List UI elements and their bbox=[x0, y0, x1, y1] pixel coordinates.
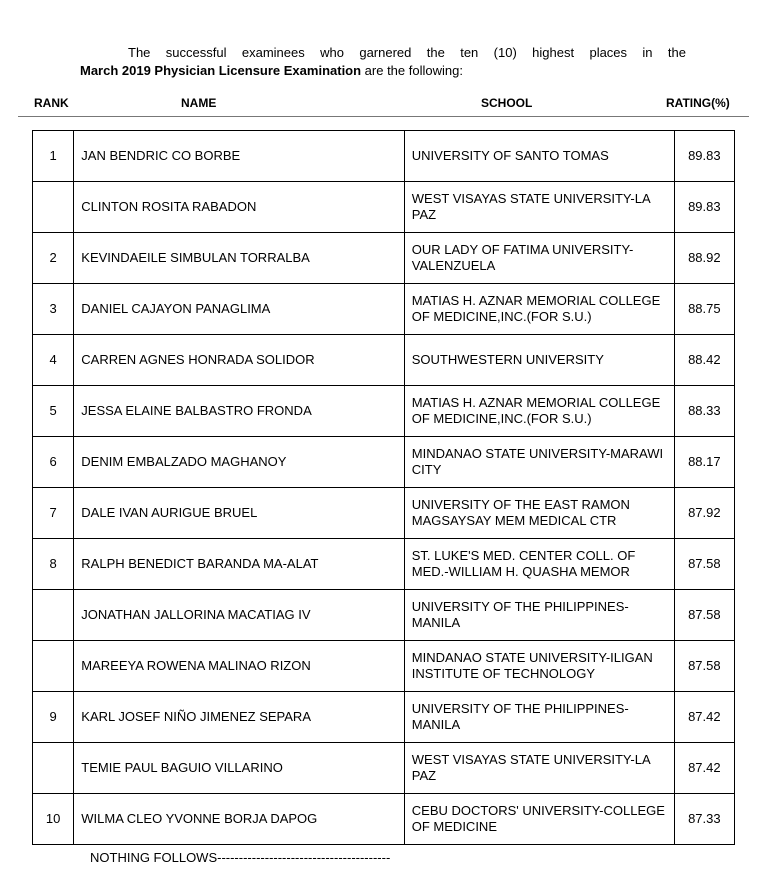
header-divider bbox=[18, 116, 749, 117]
header-school: SCHOOL bbox=[481, 96, 533, 110]
name-cell: DENIM EMBALZADO MAGHANOY bbox=[74, 437, 404, 488]
header-rating: RATING(%) bbox=[666, 96, 730, 110]
results-table bbox=[32, 130, 735, 845]
name-cell: TEMIE PAUL BAGUIO VILLARINO bbox=[74, 743, 404, 794]
column-headers bbox=[0, 96, 769, 114]
name-cell: JONATHAN JALLORINA MACATIAG IV bbox=[74, 590, 404, 641]
rating-cell: 88.42 bbox=[674, 335, 734, 386]
table-row bbox=[33, 131, 735, 182]
table-row bbox=[33, 743, 735, 794]
name-cell: JAN BENDRIC CO BORBE bbox=[74, 131, 404, 182]
rank-cell: 4 bbox=[33, 335, 74, 386]
rating-cell: 89.83 bbox=[674, 131, 734, 182]
table-row bbox=[33, 539, 735, 590]
rank-cell bbox=[33, 743, 74, 794]
table-row bbox=[33, 692, 735, 743]
school-cell: CEBU DOCTORS' UNIVERSITY-COLLEGE OF MEDICINE bbox=[404, 794, 674, 845]
rating-cell: 88.33 bbox=[674, 386, 734, 437]
rating-cell: 87.42 bbox=[674, 743, 734, 794]
rating-cell: 88.92 bbox=[674, 233, 734, 284]
rank-cell bbox=[33, 641, 74, 692]
rank-cell: 5 bbox=[33, 386, 74, 437]
school-cell: OUR LADY OF FATIMA UNIVERSITY-VALENZUELA bbox=[404, 233, 674, 284]
name-cell: RALPH BENEDICT BARANDA MA-ALAT bbox=[74, 539, 404, 590]
rating-cell: 87.42 bbox=[674, 692, 734, 743]
rating-cell: 87.58 bbox=[674, 590, 734, 641]
table-row bbox=[33, 284, 735, 335]
school-cell: ST. LUKE'S MED. CENTER COLL. OF MED.-WILLIAM H. QUASHA MEMOR bbox=[404, 539, 674, 590]
rating-cell: 89.83 bbox=[674, 182, 734, 233]
name-cell: JESSA ELAINE BALBASTRO FRONDA bbox=[74, 386, 404, 437]
rating-cell: 88.17 bbox=[674, 437, 734, 488]
intro-line-1: The successful examinees who garnered the ten (10) highest places in the bbox=[128, 45, 686, 60]
rank-cell: 7 bbox=[33, 488, 74, 539]
rating-cell: 87.58 bbox=[674, 641, 734, 692]
name-cell: KEVINDAEILE SIMBULAN TORRALBA bbox=[74, 233, 404, 284]
school-cell: WEST VISAYAS STATE UNIVERSITY-LA PAZ bbox=[404, 743, 674, 794]
table-row bbox=[33, 590, 735, 641]
rank-cell: 3 bbox=[33, 284, 74, 335]
rank-cell bbox=[33, 590, 74, 641]
school-cell: UNIVERSITY OF THE PHILIPPINES-MANILA bbox=[404, 692, 674, 743]
table-row bbox=[33, 182, 735, 233]
table-row bbox=[33, 437, 735, 488]
rating-cell: 87.33 bbox=[674, 794, 734, 845]
rank-cell: 8 bbox=[33, 539, 74, 590]
school-cell: MATIAS H. AZNAR MEMORIAL COLLEGE OF MEDICINE,INC.(FOR S.U.) bbox=[404, 386, 674, 437]
name-cell: WILMA CLEO YVONNE BORJA DAPOG bbox=[74, 794, 404, 845]
table-row bbox=[33, 386, 735, 437]
school-cell: UNIVERSITY OF THE PHILIPPINES-MANILA bbox=[404, 590, 674, 641]
rank-cell: 2 bbox=[33, 233, 74, 284]
school-cell: MINDANAO STATE UNIVERSITY-MARAWI CITY bbox=[404, 437, 674, 488]
rank-cell: 1 bbox=[33, 131, 74, 182]
intro-line-2-rest: are the following: bbox=[361, 63, 463, 78]
name-cell: DALE IVAN AURIGUE BRUEL bbox=[74, 488, 404, 539]
intro-paragraph bbox=[80, 44, 686, 80]
rank-cell: 9 bbox=[33, 692, 74, 743]
table-row bbox=[33, 335, 735, 386]
header-rank: RANK bbox=[34, 96, 69, 110]
school-cell: UNIVERSITY OF THE EAST RAMON MAGSAYSAY MEM MEDICAL CTR bbox=[404, 488, 674, 539]
rank-cell: 6 bbox=[33, 437, 74, 488]
rank-cell bbox=[33, 182, 74, 233]
name-cell: DANIEL CAJAYON PANAGLIMA bbox=[74, 284, 404, 335]
nothing-follows-note: NOTHING FOLLOWS---------------------------------------- bbox=[90, 850, 391, 865]
header-name: NAME bbox=[181, 96, 217, 110]
school-cell: MATIAS H. AZNAR MEMORIAL COLLEGE OF MEDICINE,INC.(FOR S.U.) bbox=[404, 284, 674, 335]
school-cell: UNIVERSITY OF SANTO TOMAS bbox=[404, 131, 674, 182]
name-cell: MAREEYA ROWENA MALINAO RIZON bbox=[74, 641, 404, 692]
table-row bbox=[33, 233, 735, 284]
school-cell: MINDANAO STATE UNIVERSITY-ILIGAN INSTITUTE OF TECHNOLOGY bbox=[404, 641, 674, 692]
name-cell: KARL JOSEF NIÑO JIMENEZ SEPARA bbox=[74, 692, 404, 743]
name-cell: CARREN AGNES HONRADA SOLIDOR bbox=[74, 335, 404, 386]
school-cell: SOUTHWESTERN UNIVERSITY bbox=[404, 335, 674, 386]
results-table-body bbox=[33, 131, 735, 845]
school-cell: WEST VISAYAS STATE UNIVERSITY-LA PAZ bbox=[404, 182, 674, 233]
rating-cell: 88.75 bbox=[674, 284, 734, 335]
table-row bbox=[33, 488, 735, 539]
rating-cell: 87.92 bbox=[674, 488, 734, 539]
intro-line-2 bbox=[80, 62, 686, 80]
rank-cell: 10 bbox=[33, 794, 74, 845]
table-row bbox=[33, 794, 735, 845]
name-cell: CLINTON ROSITA RABADON bbox=[74, 182, 404, 233]
rating-cell: 87.58 bbox=[674, 539, 734, 590]
exam-title: March 2019 Physician Licensure Examination bbox=[80, 63, 362, 78]
table-row bbox=[33, 641, 735, 692]
